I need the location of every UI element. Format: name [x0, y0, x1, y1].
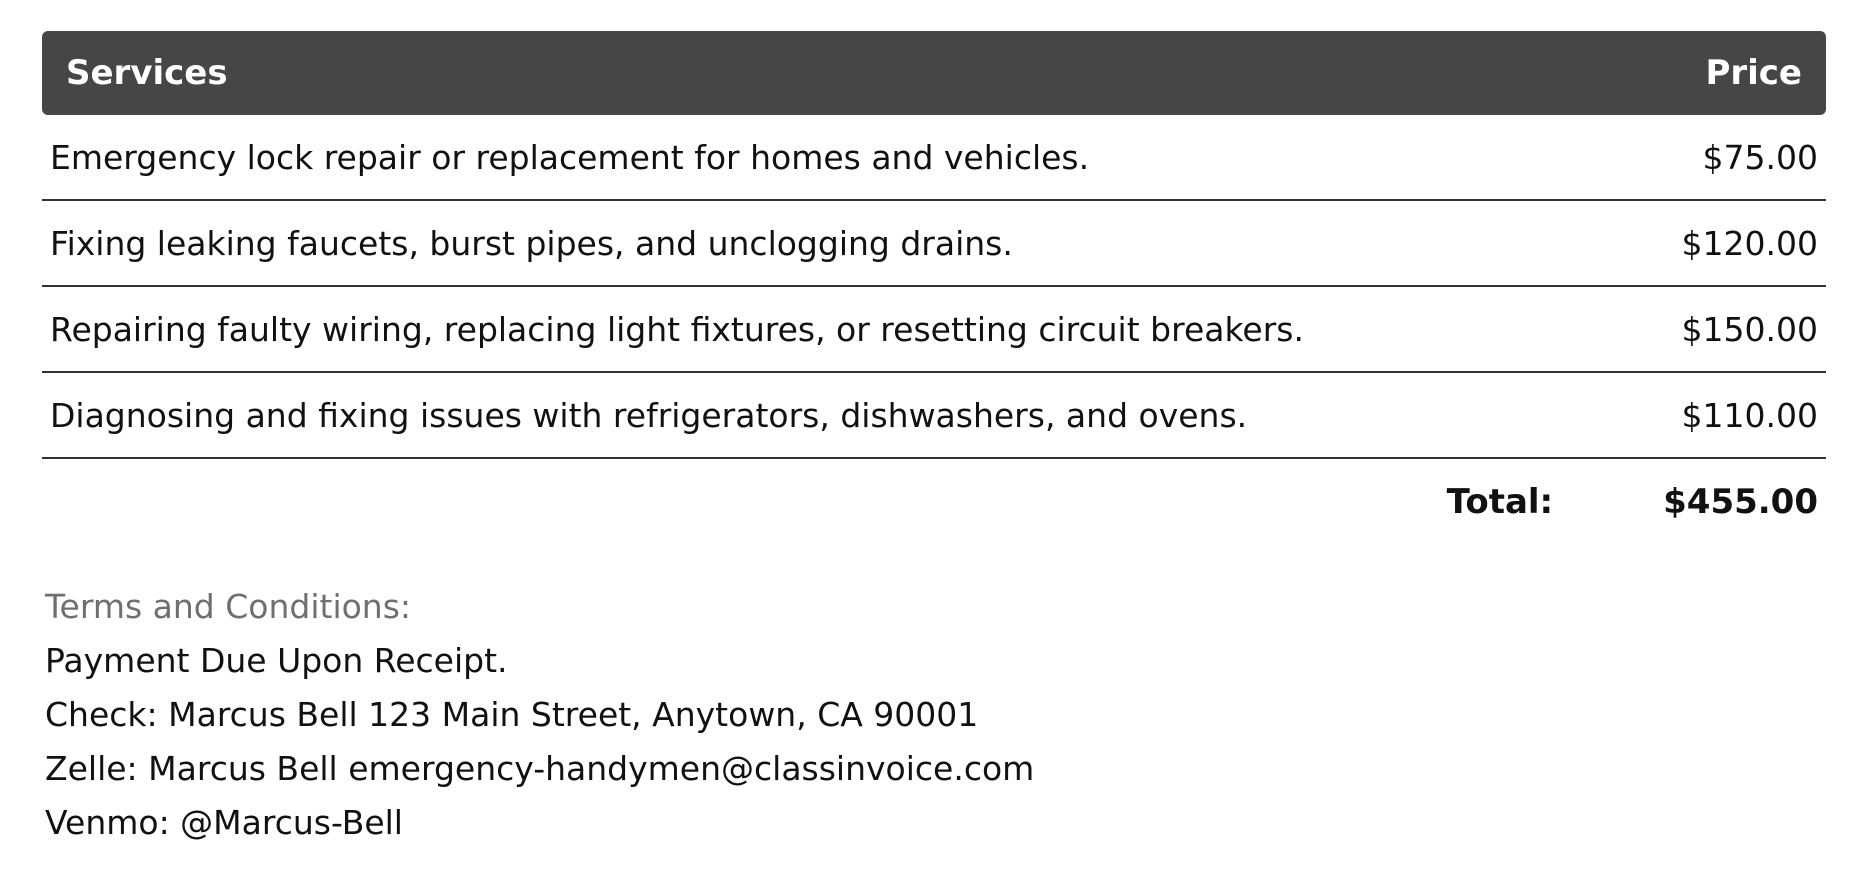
- header-services: Services: [66, 53, 228, 93]
- total-value: $455.00: [1663, 482, 1818, 522]
- service-price: $75.00: [1702, 137, 1818, 177]
- service-price: $150.00: [1681, 309, 1818, 349]
- service-description: Diagnosing and fixing issues with refrigerators, dishwashers, and ovens.: [50, 395, 1248, 435]
- terms-line-zelle: Zelle: Marcus Bell emergency-handymen@classinvoice.com: [45, 749, 1035, 788]
- terms-line-venmo: Venmo: @Marcus-Bell: [45, 803, 403, 842]
- service-price: $110.00: [1681, 395, 1818, 435]
- service-description: Emergency lock repair or replacement for homes and vehicles.: [50, 137, 1090, 177]
- terms-title: Terms and Conditions:: [45, 587, 412, 626]
- header-price: Price: [1705, 53, 1802, 93]
- terms-section: [45, 580, 1245, 850]
- table-header: [42, 31, 1826, 115]
- table-row: [42, 287, 1826, 373]
- service-description: Repairing faulty wiring, replacing light fixtures, or resetting circuit breakers.: [50, 309, 1304, 349]
- table-row: [42, 373, 1826, 459]
- service-description: Fixing leaking faucets, burst pipes, and unclogging drains.: [50, 223, 1013, 263]
- service-price: $120.00: [1681, 223, 1818, 263]
- total-label: Total:: [1446, 482, 1554, 522]
- table-row: [42, 201, 1826, 287]
- terms-line-payment: Payment Due Upon Receipt.: [45, 641, 508, 680]
- table-row: [42, 115, 1826, 201]
- services-table: [42, 31, 1826, 545]
- terms-line-check: Check: Marcus Bell 123 Main Street, Anytown, CA 90001: [45, 695, 979, 734]
- total-row: [42, 459, 1826, 545]
